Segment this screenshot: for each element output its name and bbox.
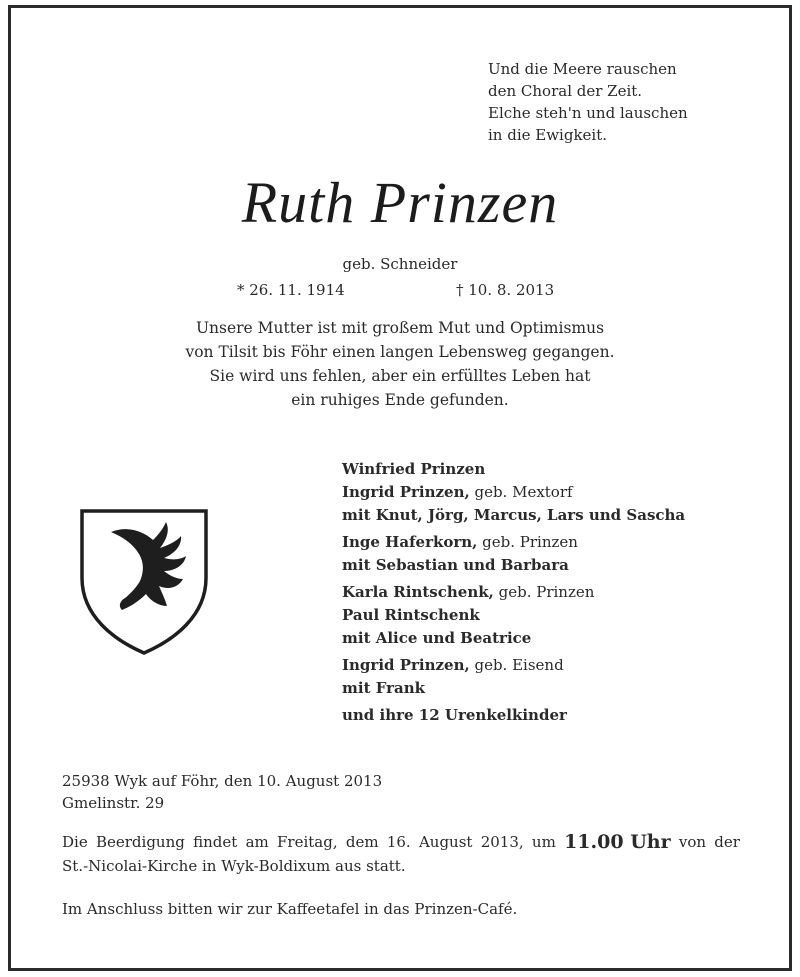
member-name: Inge Haferkorn, <box>342 533 478 551</box>
death-date: † 10. 8. 2013 <box>456 281 555 299</box>
family-children: mit Knut, Jörg, Marcus, Lars und Sascha <box>342 506 686 524</box>
family-group <box>342 458 685 527</box>
deceased-name: Ruth Prinzen <box>241 170 559 235</box>
funeral-line-1 <box>62 830 740 854</box>
funeral-word: Die <box>62 833 88 851</box>
family-children: mit Sebastian und Barbara <box>342 556 569 574</box>
tribute-line: ein ruhiges Ende gefunden. <box>291 391 509 409</box>
tribute-line: von Tilsit bis Föhr einen langen Lebensweg gegangen. <box>185 343 615 361</box>
member-name: Ingrid Prinzen, <box>342 483 470 501</box>
member-maiden-name: geb. Prinzen <box>477 533 578 551</box>
family-member <box>342 654 685 677</box>
funeral-notice <box>62 830 740 878</box>
funeral-word: am <box>245 833 269 851</box>
tribute-line: Sie wird uns fehlen, aber ein erfülltes Leben hat <box>209 367 591 385</box>
funeral-word: Beerdigung <box>95 833 185 851</box>
funeral-word: dem <box>345 833 379 851</box>
funeral-word: der <box>714 833 740 851</box>
funeral-word: 16. <box>386 833 411 851</box>
funeral-time: 11.00 Uhr <box>564 831 671 853</box>
reception-notice: Im Anschluss bitten wir zur Kaffeetafel in das Prinzen-Café. <box>62 900 518 918</box>
elk-antler-crest-icon <box>78 508 210 656</box>
member-name: Ingrid Prinzen, <box>342 656 470 674</box>
poem-line: Und die Meere rauschen <box>488 60 677 78</box>
family-group <box>342 581 685 650</box>
maiden-name: geb. Schneider <box>342 255 458 273</box>
great-grandchildren: und ihre 12 Urenkelkinder <box>342 706 567 724</box>
funeral-word: 2013, <box>480 833 524 851</box>
member-maiden-name: geb. Eisend <box>469 656 564 674</box>
funeral-word: Freitag, <box>277 833 338 851</box>
member-maiden-name: geb. Prinzen <box>493 583 595 601</box>
family-group <box>342 531 685 577</box>
funeral-word: findet <box>193 833 238 851</box>
funeral-word: von <box>678 833 707 851</box>
member-maiden-name: geb. Mextorf <box>469 483 573 501</box>
funeral-line-2: St.-Nicolai-Kirche in Wyk-Boldixum aus statt. <box>62 857 406 875</box>
family-member: Paul Rintschenk <box>342 606 480 624</box>
address-block <box>62 770 382 814</box>
family-member <box>342 481 685 504</box>
funeral-word: um <box>531 833 556 851</box>
family-list <box>342 458 685 727</box>
funeral-word: August <box>418 833 473 851</box>
place-date: 25938 Wyk auf Föhr, den 10. August 2013 <box>62 772 383 790</box>
poem-line: Elche steh'n und lauschen <box>488 104 688 122</box>
tribute-text <box>0 316 800 412</box>
poem-line: den Choral der Zeit. <box>488 82 643 100</box>
poem <box>488 58 688 146</box>
family-children: mit Frank <box>342 679 426 697</box>
street-address: Gmelinstr. 29 <box>62 794 165 812</box>
birth-date: * 26. 11. 1914 <box>237 281 345 299</box>
family-member <box>342 581 685 604</box>
tribute-line: Unsere Mutter ist mit großem Mut und Optimismus <box>195 319 605 337</box>
family-member <box>342 531 685 554</box>
family-children: mit Alice und Beatrice <box>342 629 532 647</box>
member-name: Karla Rintschenk, <box>342 583 494 601</box>
poem-line: in die Ewigkeit. <box>488 126 608 144</box>
family-member: Winfried Prinzen <box>342 460 486 478</box>
family-group <box>342 654 685 700</box>
